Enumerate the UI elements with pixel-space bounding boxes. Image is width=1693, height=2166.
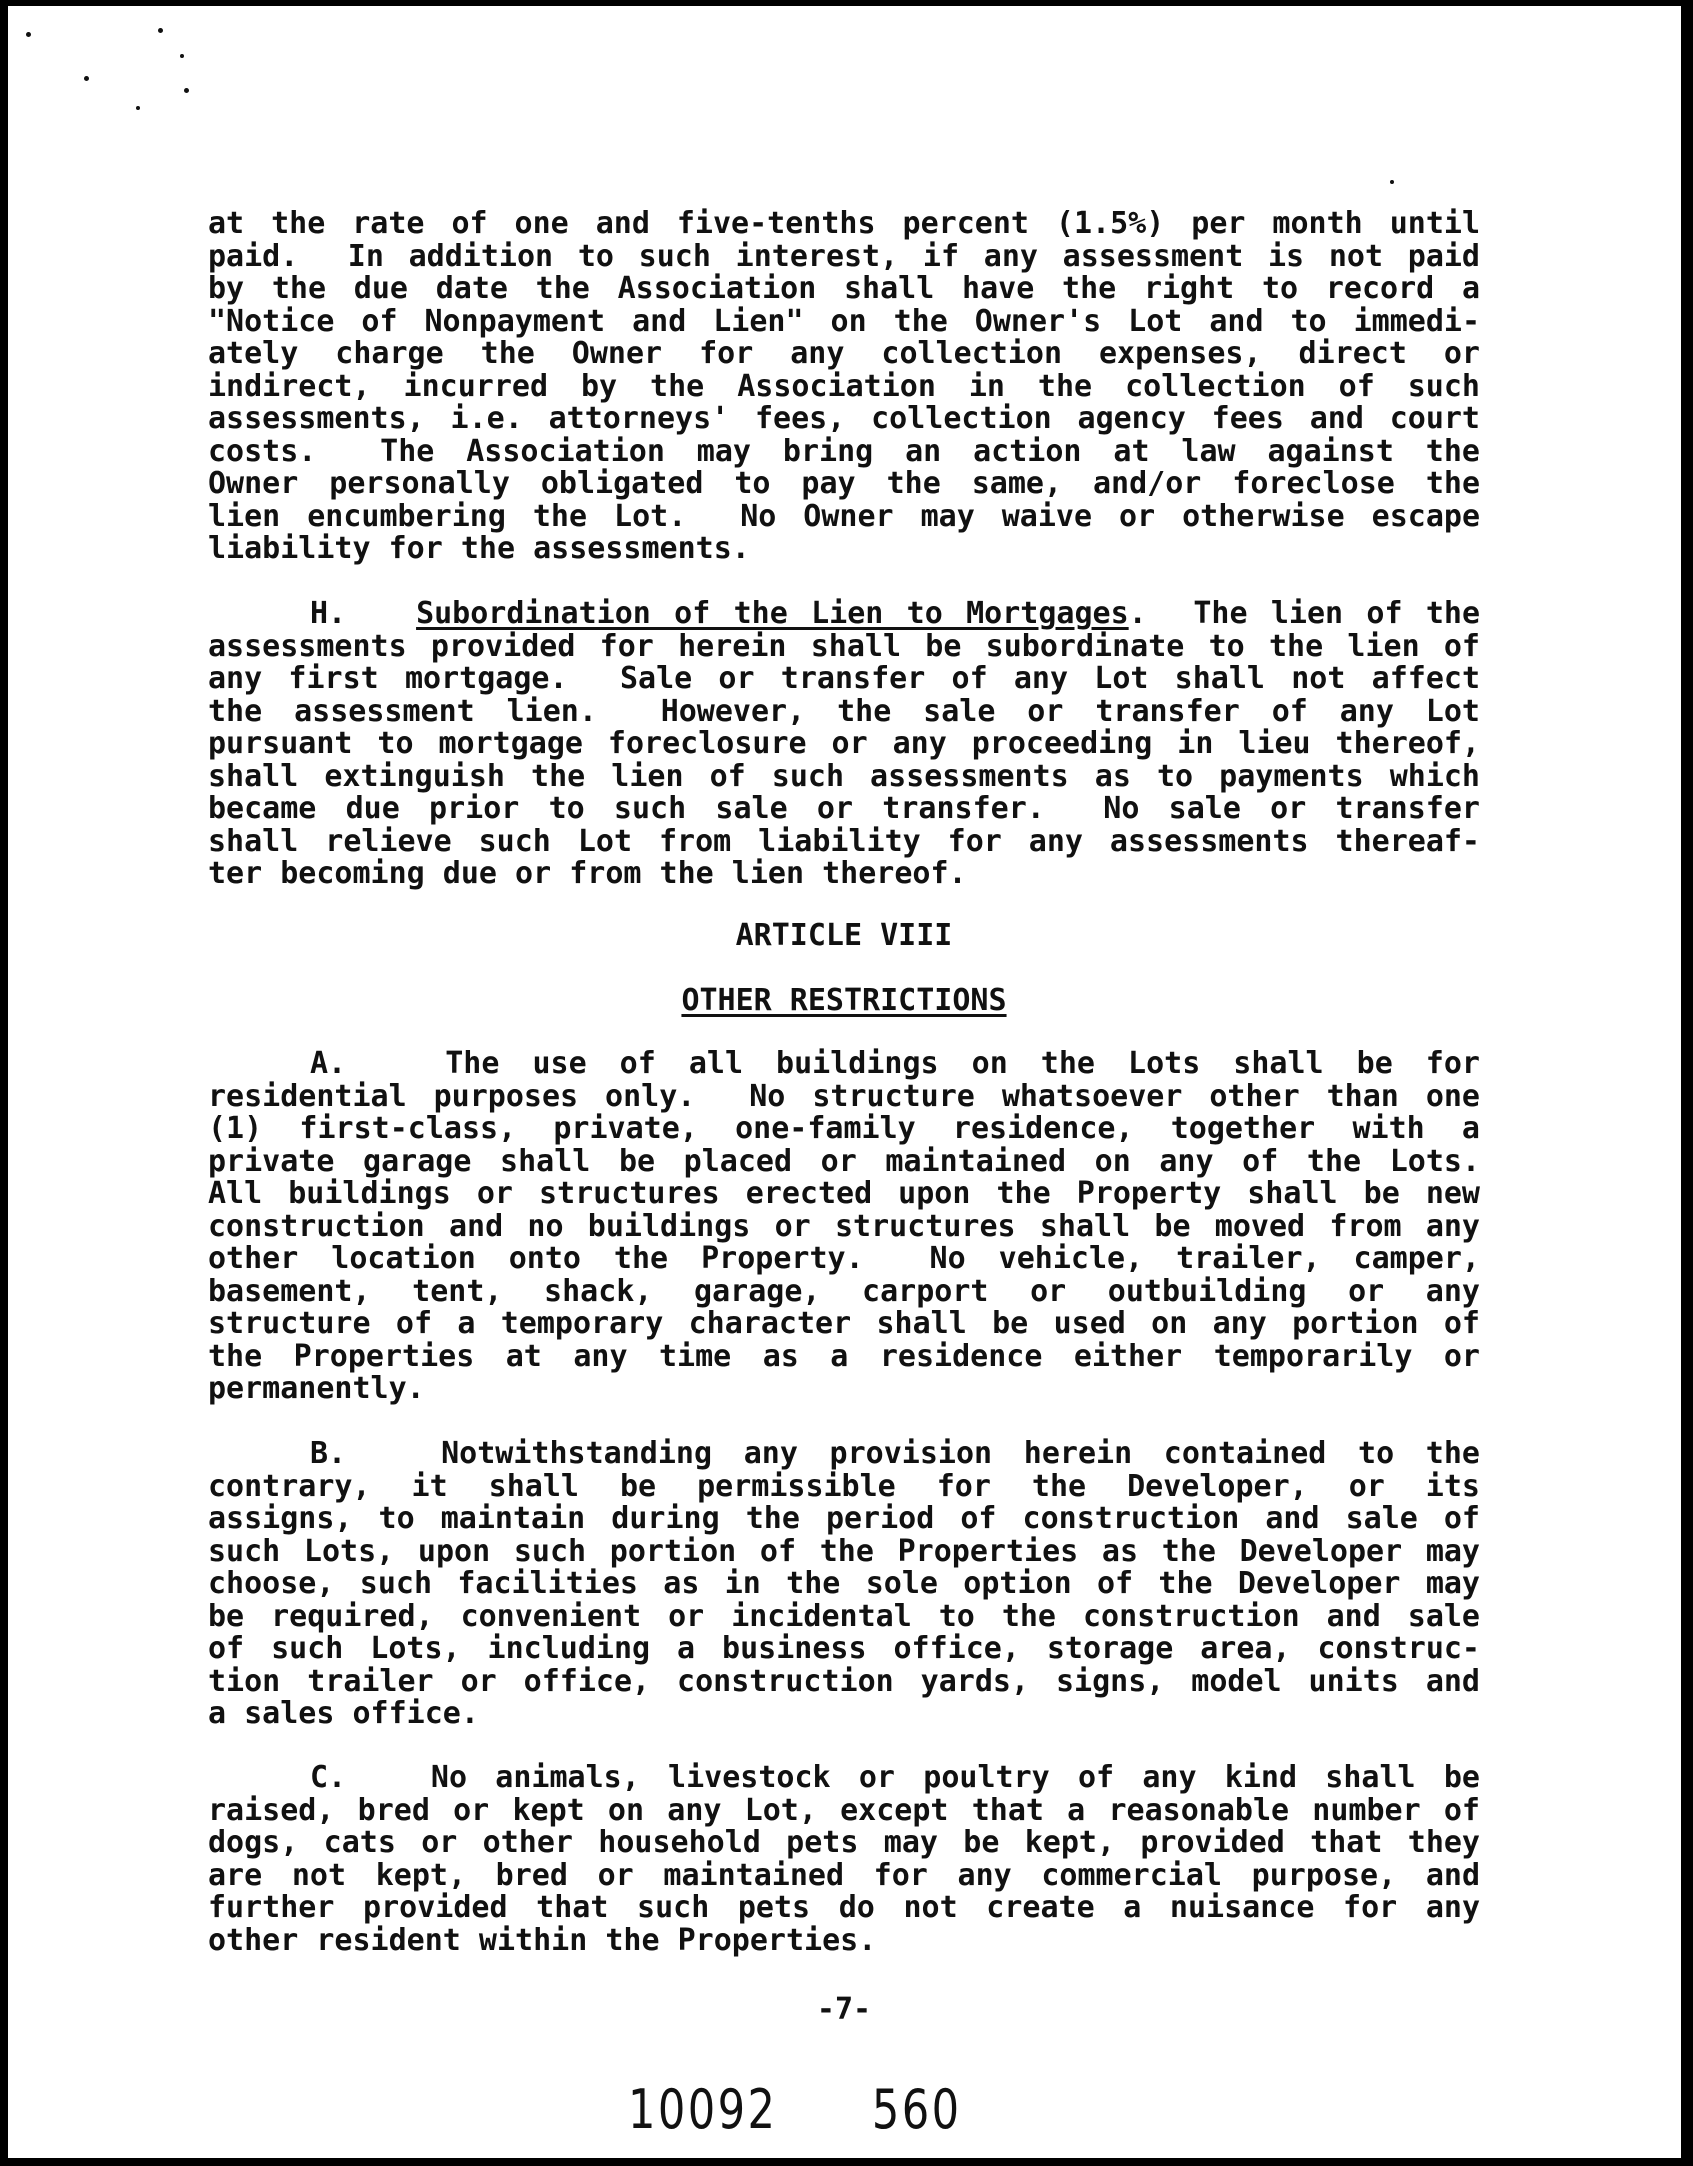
text-line: structure of a temporary character shall be used on any portion of [208,1306,1480,1341]
text-line: such Lots, upon such portion of the Properties as the Developer may [208,1533,1480,1569]
article-title: ARTICLE VIII [735,918,953,953]
text-line: the assessment lien. However, the sale or transfer of any Lot [208,693,1480,729]
section-h [208,598,1480,891]
text-line: further provided that such pets do not create a nuisance for any [208,1890,1480,1925]
text-line: All buildings or structures erected upon the Property shall be new [208,1176,1480,1211]
document-stamp-number [628,2078,962,2141]
scan-speck [136,106,140,110]
text-line: other resident within the Properties. [208,1922,877,1958]
text-line: became due prior to such sale or transfer. No sale or transfer [208,791,1480,826]
text-line: assigns, to maintain during the period of construction and sale of [208,1501,1480,1536]
text-line: lien encumbering the Lot. No Owner may waive or otherwise escape [208,498,1480,534]
section-c [208,1762,1480,1957]
text-line: of such Lots, including a business office, storage area, construc- [208,1631,1480,1666]
text-line: at the rate of one and five-tenths percent (1.5%) per month until [208,206,1480,241]
text-line: assessments, i.e. attorneys' fees, collection agency fees and court [208,401,1480,436]
paragraph-g-continued [208,208,1480,566]
text-line: be required, convenient or incidental to the construction and sale [208,1598,1480,1634]
scan-speck [158,28,163,33]
section-h-first-line [208,598,1480,631]
document-page [8,6,1681,2158]
text-line: "Notice of Nonpayment and Lien" on the Owner's Lot and to immedi- [208,303,1480,339]
text-line: contrary, it shall be permissible for the Developer, or its [208,1468,1480,1504]
section-a [208,1048,1480,1406]
stamp-number: 560 [871,2078,962,2141]
text-line: the Properties at any time as a residence either temporarily or [208,1338,1480,1374]
scan-speck [84,76,89,81]
text-line: construction and no buildings or structures shall be moved from any [208,1208,1480,1244]
stamp-number: 10092 [628,2078,778,2141]
text-line: liability for the assessments. [208,531,750,566]
scan-speck [184,88,189,93]
text-line: (1) first-class, private, one-family residence, together with a [208,1111,1480,1146]
text-line: any first mortgage. Sale or transfer of any Lot shall not affect [208,661,1480,696]
text-line: tion trailer or office, construction yards, signs, model units and [208,1663,1480,1699]
section-letter: H. [310,596,347,631]
text-line: shall extinguish the lien of such assessments as to payments which [208,758,1480,794]
text-line: shall relieve such Lot from liability for any assessments thereaf- [208,823,1480,859]
section-b [208,1438,1480,1731]
text-line: a sales office. [208,1696,479,1731]
scan-speck [26,32,31,37]
text-line: Owner personally obligated to pay the same, and/or foreclose the [208,466,1480,501]
text-line: indirect, incurred by the Association in the collection of such [208,368,1480,404]
text-line: costs. The Association may bring an action at law against the [208,433,1480,469]
text-line: by the due date the Association shall have the right to record a [208,271,1480,306]
text-line: C. No animals, livestock or poultry of any kind shall be [310,1760,1480,1795]
text-line: pursuant to mortgage foreclosure or any proceeding in lieu thereof, [208,726,1480,761]
text-line: assessments provided for herein shall be subordinate to the lien of [208,628,1480,664]
text-line: permanently. [208,1371,425,1406]
text-line: residential purposes only. No structure whatsoever other than one [208,1078,1480,1114]
page-number: -7- [816,1992,872,2027]
text-line: dogs, cats or other household pets may be kept, provided that they [208,1825,1480,1860]
text-line: raised, bred or kept on any Lot, except that a reasonable number of [208,1792,1480,1828]
article-subtitle: OTHER RESTRICTIONS [681,983,1007,1018]
text-line: B. Notwithstanding any provision herein contained to the [310,1436,1480,1471]
text-line: ately charge the Owner for any collection expenses, direct or [208,336,1480,371]
text-line: paid. In addition to such interest, if any assessment is not paid [208,238,1480,274]
text-line: are not kept, bred or maintained for any commercial purpose, and [208,1857,1480,1893]
scan-speck [180,54,184,58]
text-line: . The lien of the [1128,596,1481,631]
text-line: A. The use of all buildings on the Lots shall be for [310,1046,1480,1081]
text-line: other location onto the Property. No vehicle, trailer, camper, [208,1241,1480,1276]
text-line: basement, tent, shack, garage, carport or outbuilding or any [208,1273,1480,1309]
text-line: ter becoming due or from the lien thereof. [208,856,967,891]
text-line: private garage shall be placed or maintained on any of the Lots. [208,1143,1480,1179]
section-heading: Subordination of the Lien to Mortgages [416,596,1129,631]
scan-speck [1390,180,1394,184]
text-line: choose, such facilities as in the sole option of the Developer may [208,1566,1480,1601]
